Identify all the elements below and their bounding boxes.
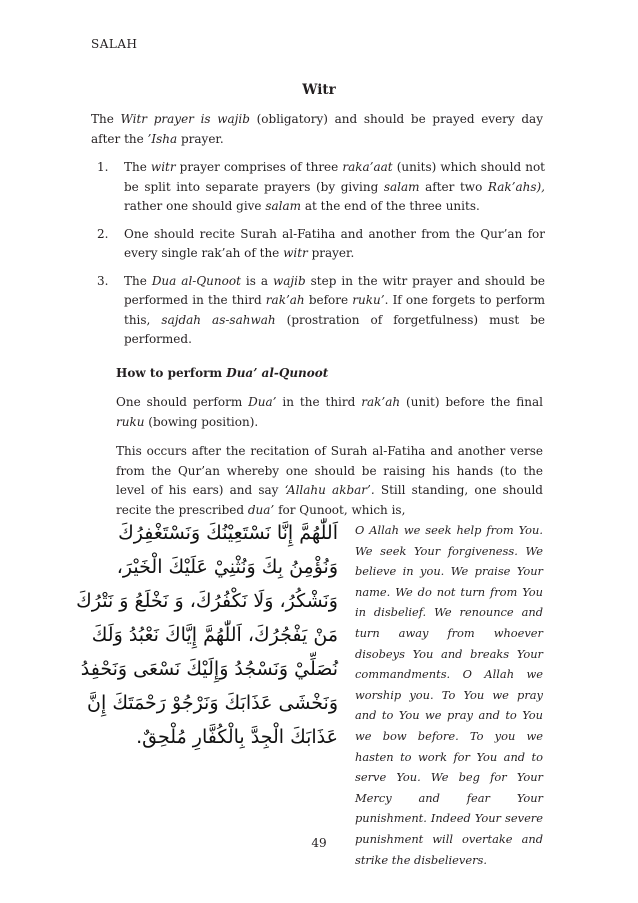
- section-title: Witr: [302, 82, 336, 98]
- recitation-paragraph: This occurs after the recitation of Surah al-Fatiha and another verse from the Qur’an whereby one should be raising his hands (to the level of his ears) and say ‘Allahu akbar’. Still standing, one should recite the prescribed dua’ for Qunoot, which is,: [116, 444, 543, 517]
- witr-rules-list: [90, 158, 545, 358]
- list-number: 2.: [97, 226, 109, 241]
- intro-paragraph: The Witr prayer is wajib (obligatory) and should be prayed every day after the ’Isha prayer.: [91, 112, 543, 146]
- arabic-line: نُصَلِّيْ وَنَسْجُدُ وَإِلَيْكَ نَسْعَى وَنَحْفِدُ: [80, 658, 338, 680]
- list-item: 3. The Dua al-Qunoot is a wajib step in the witr prayer and should be performed in the third rak’ah before ruku’. If one forgets to perform this, sajdah as-sahwah (prostration of forgetfulness) must be performed.: [97, 273, 545, 346]
- arabic-line: مَنْ يَفْجُرُكَ، اَللّٰهُمَّ إِيَّاكَ نَعْبُدُ وَلَكَ: [91, 624, 338, 646]
- list-number: 3.: [97, 273, 109, 288]
- arabic-line: وَنَشْكُرُ، وَلَا نَكْفُرُكَ، وَ نَخْلَعُ وَ نَتْرُكَ: [76, 590, 338, 612]
- instruction-paragraph: One should perform Dua’ in the third rak’ah (unit) before the final ruku (bowing position).: [116, 395, 543, 429]
- arabic-line: وَنُؤْمِنُ بِكَ وَنُثْنِيْ عَلَيْكَ الْخَيْرَ،: [116, 556, 338, 578]
- arabic-line: اَللّٰهُمَّ إِنَّا نَسْتَعِيْنُكَ وَنَسْتَغْفِرُكَ: [118, 522, 338, 544]
- list-item: 1. The witr prayer comprises of three raka’aat (units) which should not be split into separate prayers (by giving salam after two Rak’ahs), rather one should give salam at the end of the three units.: [97, 160, 545, 213]
- english-translation: O Allah we seek help from You. We seek Your forgiveness. We believe in you. We praise Your name. We do not turn from You in disbelief. We renounce and turn away from whoever disobeys You and breaks Your commandments. O Allah we worship you. To You we pray and to You we pray and to You we bow before. To you we hasten to work for You and to serve You. We beg for Your Mercy and fear Your punishment. Indeed Your severe punishment will overtake and strike the disbelievers.: [355, 523, 543, 867]
- page-number: 49: [311, 836, 327, 850]
- subheading: How to perform Dua’ al-Qunoot: [116, 366, 329, 380]
- arabic-dua-text: [76, 516, 338, 754]
- list-number: 1.: [97, 160, 109, 174]
- running-header: SALAH: [91, 37, 138, 51]
- arabic-line: وَنَخْشَى عَذَابَكَ وَنَرْجُوْ رَحْمَتَكَ إِنَّ: [87, 692, 338, 714]
- list-item: 2. One should recite Surah al-Fatiha and another from the Qur’an for every single rak’ah of the witr prayer.: [97, 226, 545, 260]
- arabic-line: عَذَابَكَ الْجِدَّ بِالْكُفَّارِ مُلْحِقٌ.: [136, 726, 338, 748]
